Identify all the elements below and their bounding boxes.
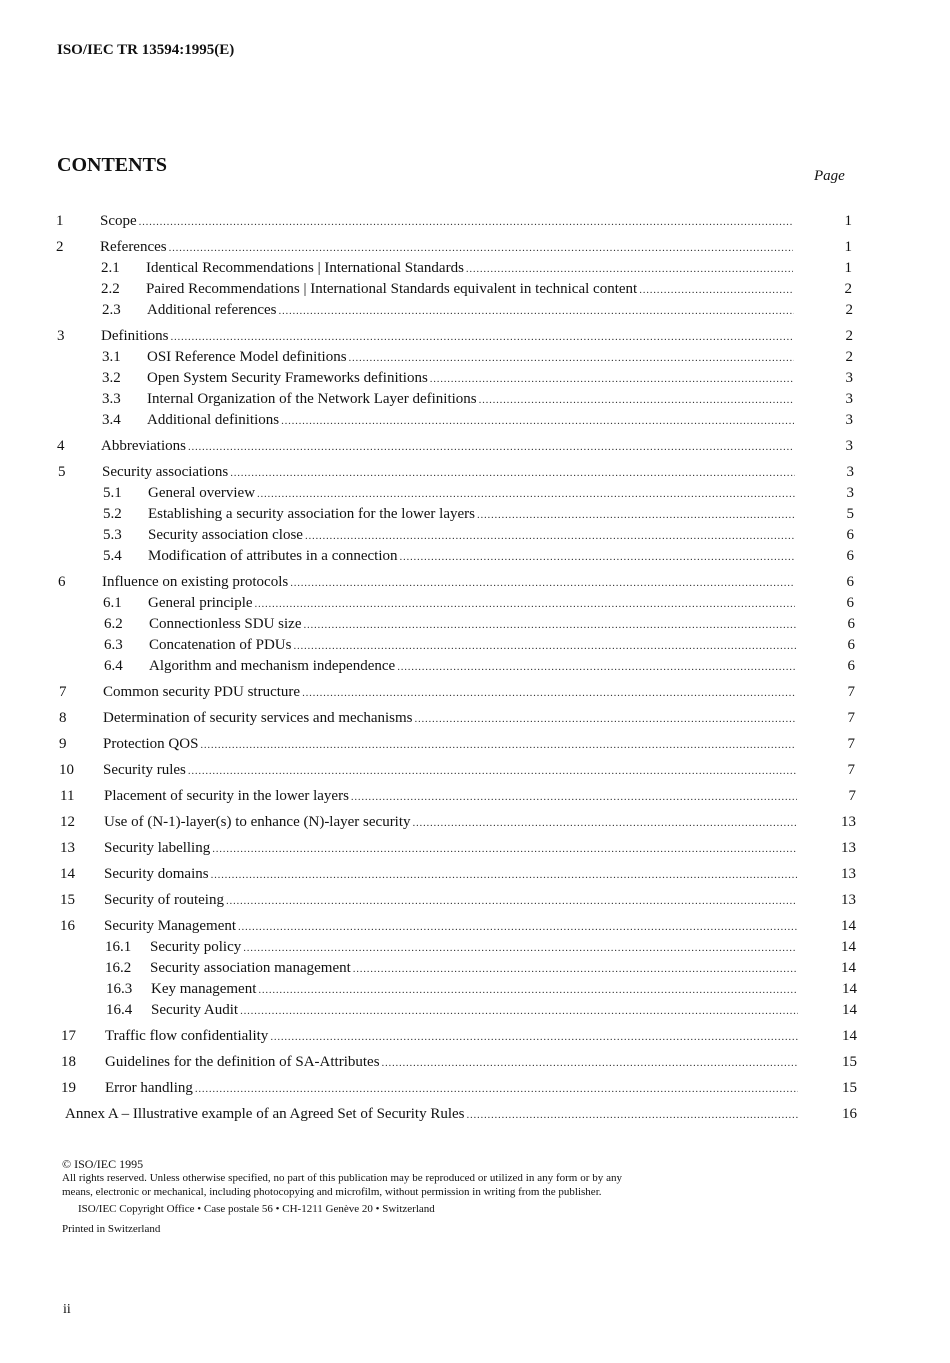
- toc-page-number: 5: [846, 506, 854, 522]
- toc-number: 9: [59, 736, 67, 752]
- dot-leader: [139, 211, 793, 233]
- toc-entry[interactable]: [101, 326, 794, 348]
- toc-page-number: 14: [841, 960, 856, 976]
- toc-page-number: 6: [846, 595, 854, 611]
- toc-entry[interactable]: [103, 708, 796, 730]
- toc-row: [0, 1104, 950, 1125]
- toc-row: [0, 1052, 950, 1073]
- dot-leader: [349, 347, 794, 369]
- toc-row: [0, 958, 950, 979]
- dot-leader: [188, 760, 796, 782]
- toc-row: [0, 546, 950, 567]
- toc-entry[interactable]: [148, 525, 795, 547]
- toc-number: 5.3: [103, 527, 122, 543]
- toc-number: 5.2: [103, 506, 122, 522]
- toc-number: 6.2: [104, 616, 123, 632]
- toc-title: Additional references: [147, 302, 277, 318]
- toc-row: [0, 864, 950, 885]
- toc-title: Guidelines for the definition of SA-Attributes: [105, 1054, 380, 1070]
- dot-leader: [397, 656, 796, 678]
- toc-entry[interactable]: [103, 760, 796, 782]
- dot-leader: [400, 546, 795, 568]
- dot-leader: [305, 525, 795, 547]
- toc-row: [0, 572, 950, 593]
- toc-page-number: 13: [841, 892, 856, 908]
- toc-title: Open System Security Frameworks definitions: [147, 370, 428, 386]
- toc-number: 19: [61, 1080, 76, 1096]
- toc-page-number: 6: [846, 574, 854, 590]
- toc-title: Protection QOS: [103, 736, 199, 752]
- toc-page-number: 7: [847, 710, 855, 726]
- toc-number: 3.3: [102, 391, 121, 407]
- toc-title: Modification of attributes in a connection: [148, 548, 398, 564]
- toc-title: Security associations: [102, 464, 229, 480]
- toc-number: 2: [56, 239, 64, 255]
- dot-leader: [279, 300, 794, 322]
- toc-entry[interactable]: [148, 504, 795, 526]
- toc-entry[interactable]: [105, 1026, 798, 1048]
- dot-leader: [171, 326, 795, 348]
- copyright-line: © ISO/IEC 1995: [62, 1157, 144, 1171]
- toc-page-number: 6: [846, 527, 854, 543]
- dot-leader: [303, 614, 796, 636]
- toc-row: [0, 979, 950, 1000]
- toc-number: 3: [57, 328, 65, 344]
- toc-page-number: 13: [841, 840, 856, 856]
- dot-leader: [290, 572, 795, 594]
- toc-number: 17: [61, 1028, 76, 1044]
- toc-title: Definitions: [101, 328, 169, 344]
- toc-row: [0, 300, 950, 321]
- dot-leader: [413, 812, 797, 834]
- toc-title: References: [100, 239, 167, 255]
- toc-entry[interactable]: [101, 436, 794, 458]
- toc-row: [0, 593, 950, 614]
- dot-leader: [467, 1104, 799, 1126]
- toc-entry[interactable]: [151, 1000, 798, 1022]
- toc-row: [0, 389, 950, 410]
- toc-number: 7: [59, 684, 67, 700]
- toc-entry[interactable]: [150, 958, 797, 980]
- toc-title: General principle: [148, 595, 253, 611]
- toc-page-number: 15: [842, 1054, 857, 1070]
- toc-title: Establishing a security association for the lower layers: [148, 506, 475, 522]
- toc-number: 11: [60, 788, 75, 804]
- toc-number: 18: [61, 1054, 76, 1070]
- page-column-label: Page: [814, 168, 845, 184]
- dot-leader: [258, 979, 798, 1001]
- toc-page-number: 14: [841, 918, 856, 934]
- toc-row: [0, 1000, 950, 1021]
- dot-leader: [226, 890, 797, 912]
- toc-page-number: 6: [846, 548, 854, 564]
- dot-leader: [169, 237, 793, 259]
- toc-entry[interactable]: [148, 483, 795, 505]
- toc-number: 15: [60, 892, 75, 908]
- toc-row: [0, 708, 950, 729]
- toc-page-number: 14: [842, 1002, 857, 1018]
- dot-leader: [257, 483, 795, 505]
- toc-row: [0, 1078, 950, 1099]
- toc-row: [0, 916, 950, 937]
- toc-number: 16.4: [106, 1002, 133, 1018]
- toc-row: [0, 786, 950, 807]
- toc-row: [0, 436, 950, 457]
- toc-number: 1: [56, 213, 64, 229]
- toc-row: [0, 368, 950, 389]
- toc-page-number: 6: [847, 616, 855, 632]
- dot-leader: [195, 1078, 798, 1100]
- toc-number: 5.4: [103, 548, 122, 564]
- toc-row: [0, 326, 950, 347]
- toc-entry[interactable]: [105, 1078, 798, 1100]
- toc-number: 16.1: [105, 939, 132, 955]
- toc-title: Security Audit: [151, 1002, 239, 1018]
- dot-leader: [466, 258, 793, 280]
- dot-leader: [188, 436, 794, 458]
- toc-title: Determination of security services and mechanisms: [103, 710, 413, 726]
- toc-title: Annex A – Illustrative example of an Agreed Set of Security Rules: [65, 1106, 465, 1122]
- toc-page-number: 13: [841, 814, 856, 830]
- toc-title: Key management: [151, 981, 257, 997]
- toc-entry[interactable]: [147, 347, 794, 369]
- dot-leader: [382, 1052, 798, 1074]
- toc-title: Algorithm and mechanism independence: [149, 658, 396, 674]
- toc-number: 4: [57, 438, 65, 454]
- toc-number: 6.3: [104, 637, 123, 653]
- toc-page-number: 3: [845, 412, 853, 428]
- toc-title: Security association close: [148, 527, 303, 543]
- toc-entry[interactable]: [147, 410, 794, 432]
- rights-statement: All rights reserved. Unless otherwise specified, no part of this publication may be reproduced or utilized in any form or by any means, electronic or mechanical, including photocopying and microfilm, without permission in writing from the publisher.: [62, 1172, 622, 1198]
- document-header: ISO/IEC TR 13594:1995(E): [57, 42, 235, 58]
- toc-row: [0, 682, 950, 703]
- toc-entry[interactable]: [147, 300, 794, 322]
- toc-row: [0, 1026, 950, 1047]
- dot-leader: [351, 786, 797, 808]
- toc-entry[interactable]: [104, 864, 797, 886]
- toc-page-number: 7: [847, 762, 855, 778]
- toc-page-number: 14: [842, 981, 857, 997]
- dot-leader: [212, 838, 797, 860]
- page-number: ii: [63, 1302, 71, 1317]
- dot-leader: [211, 864, 797, 886]
- dot-leader: [270, 1026, 798, 1048]
- toc-page-number: 3: [845, 391, 853, 407]
- toc-entry[interactable]: [148, 546, 795, 568]
- toc-entry[interactable]: [102, 572, 795, 594]
- toc-number: 2.1: [101, 260, 120, 276]
- toc-entry[interactable]: [150, 937, 797, 959]
- toc-row: [0, 838, 950, 859]
- copyright-notice: [62, 1157, 622, 1236]
- toc-page-number: 3: [845, 438, 853, 454]
- toc-title: Traffic flow confidentiality: [105, 1028, 269, 1044]
- toc-number: 2.3: [102, 302, 121, 318]
- printed-in-line: Printed in Switzerland: [62, 1223, 161, 1235]
- toc-number: 2.2: [101, 281, 120, 297]
- toc-entry[interactable]: [103, 682, 796, 704]
- toc-entry[interactable]: [104, 890, 797, 912]
- toc-title: Security labelling: [104, 840, 211, 856]
- toc-page-number: 1: [844, 213, 852, 229]
- toc-number: 16: [60, 918, 75, 934]
- toc-entry[interactable]: [105, 1052, 798, 1074]
- toc-entry[interactable]: [104, 786, 797, 808]
- toc-title: Use of (N-1)-layer(s) to enhance (N)-layer security: [104, 814, 411, 830]
- toc-title: Scope: [100, 213, 137, 229]
- toc-number: 3.1: [102, 349, 121, 365]
- toc-page-number: 2: [845, 349, 853, 365]
- toc-row: [0, 890, 950, 911]
- toc-entry[interactable]: [102, 462, 795, 484]
- toc-title: Connectionless SDU size: [149, 616, 302, 632]
- toc-entry[interactable]: [149, 614, 796, 636]
- toc-title: OSI Reference Model definitions: [147, 349, 347, 365]
- toc-entry[interactable]: [148, 593, 795, 615]
- toc-page-number: 1: [844, 260, 852, 276]
- toc-title: Influence on existing protocols: [102, 574, 289, 590]
- toc-number: 6.4: [104, 658, 123, 674]
- toc-entry[interactable]: [65, 1104, 798, 1126]
- toc-number: 5: [58, 464, 66, 480]
- toc-number: 16.2: [105, 960, 132, 976]
- toc-row: [0, 760, 950, 781]
- toc-page-number: 1: [844, 239, 852, 255]
- toc-row: [0, 483, 950, 504]
- toc-number: 13: [60, 840, 75, 856]
- toc-row: [0, 211, 950, 232]
- toc-title: General overview: [148, 485, 256, 501]
- toc-row: [0, 635, 950, 656]
- toc-title: Identical Recommendations | International Standards: [146, 260, 464, 276]
- toc-page-number: 7: [847, 736, 855, 752]
- toc-page-number: 6: [847, 658, 855, 674]
- toc-row: [0, 504, 950, 525]
- dot-leader: [255, 593, 795, 615]
- toc-row: [0, 237, 950, 258]
- dot-leader: [639, 279, 793, 301]
- dot-leader: [281, 410, 794, 432]
- toc-row: [0, 410, 950, 431]
- toc-page-number: 3: [845, 370, 853, 386]
- dot-leader: [243, 937, 797, 959]
- toc-entry[interactable]: [100, 237, 793, 259]
- toc-title: Error handling: [105, 1080, 193, 1096]
- toc-entry[interactable]: [151, 979, 798, 1001]
- toc-number: 5.1: [103, 485, 122, 501]
- toc-page-number: 7: [848, 788, 856, 804]
- toc-entry[interactable]: [103, 734, 796, 756]
- toc-row: [0, 937, 950, 958]
- toc-entry[interactable]: [149, 635, 796, 657]
- toc-row: [0, 525, 950, 546]
- toc-row: [0, 812, 950, 833]
- toc-title: Concatenation of PDUs: [149, 637, 292, 653]
- toc-title: Security Management: [104, 918, 237, 934]
- toc-title: Placement of security in the lower layers: [104, 788, 349, 804]
- dot-leader: [479, 389, 794, 411]
- table-of-contents: [0, 211, 950, 1125]
- toc-page-number: 14: [841, 939, 856, 955]
- dot-leader: [238, 916, 797, 938]
- toc-page-number: 3: [846, 464, 854, 480]
- toc-row: [0, 258, 950, 279]
- toc-entry[interactable]: [104, 838, 797, 860]
- toc-page-number: 3: [846, 485, 854, 501]
- dot-leader: [200, 734, 796, 756]
- toc-row: [0, 656, 950, 677]
- toc-title: Abbreviations: [101, 438, 186, 454]
- toc-page-number: 13: [841, 866, 856, 882]
- dot-leader: [230, 462, 795, 484]
- toc-number: 3.2: [102, 370, 121, 386]
- toc-number: 6.1: [103, 595, 122, 611]
- toc-entry[interactable]: [147, 389, 794, 411]
- toc-number: 14: [60, 866, 75, 882]
- toc-title: Paired Recommendations | International Standards equivalent in technical content: [146, 281, 638, 297]
- toc-number: 16.3: [106, 981, 133, 997]
- toc-title: Security rules: [103, 762, 186, 778]
- dot-leader: [302, 682, 796, 704]
- toc-title: Security domains: [104, 866, 209, 882]
- dot-leader: [293, 635, 796, 657]
- toc-number: 12: [60, 814, 75, 830]
- toc-page-number: 14: [842, 1028, 857, 1044]
- toc-number: 6: [58, 574, 66, 590]
- toc-page-number: 15: [842, 1080, 857, 1096]
- toc-page-number: 6: [847, 637, 855, 653]
- toc-number: 10: [59, 762, 74, 778]
- toc-number: 3.4: [102, 412, 121, 428]
- toc-row: [0, 734, 950, 755]
- dot-leader: [353, 958, 797, 980]
- toc-title: Common security PDU structure: [103, 684, 301, 700]
- toc-entry[interactable]: [149, 656, 796, 678]
- toc-row: [0, 279, 950, 300]
- toc-row: [0, 462, 950, 483]
- toc-title: Security policy: [150, 939, 242, 955]
- toc-page-number: 2: [845, 328, 853, 344]
- copyright-office-address: ISO/IEC Copyright Office • Case postale 56 • CH-1211 Genève 20 • Switzerland: [78, 1203, 435, 1215]
- dot-leader: [477, 504, 795, 526]
- contents-title: CONTENTS: [57, 154, 168, 176]
- toc-row: [0, 614, 950, 635]
- dot-leader: [415, 708, 797, 730]
- toc-title: Security association management: [150, 960, 351, 976]
- toc-page-number: 2: [844, 281, 852, 297]
- toc-entry[interactable]: [146, 258, 793, 280]
- toc-number: 8: [59, 710, 67, 726]
- toc-entry[interactable]: [104, 812, 797, 834]
- toc-entry[interactable]: [146, 279, 793, 301]
- toc-row: [0, 347, 950, 368]
- dot-leader: [240, 1000, 798, 1022]
- toc-page-number: 7: [847, 684, 855, 700]
- dot-leader: [430, 368, 794, 390]
- toc-page-number: 2: [845, 302, 853, 318]
- toc-entry[interactable]: [147, 368, 794, 390]
- toc-title: Additional definitions: [147, 412, 280, 428]
- toc-title: Security of routeing: [104, 892, 224, 908]
- toc-entry[interactable]: [100, 211, 793, 233]
- toc-title: Internal Organization of the Network Layer definitions: [147, 391, 477, 407]
- toc-page-number: 16: [842, 1106, 857, 1122]
- toc-entry[interactable]: [104, 916, 797, 938]
